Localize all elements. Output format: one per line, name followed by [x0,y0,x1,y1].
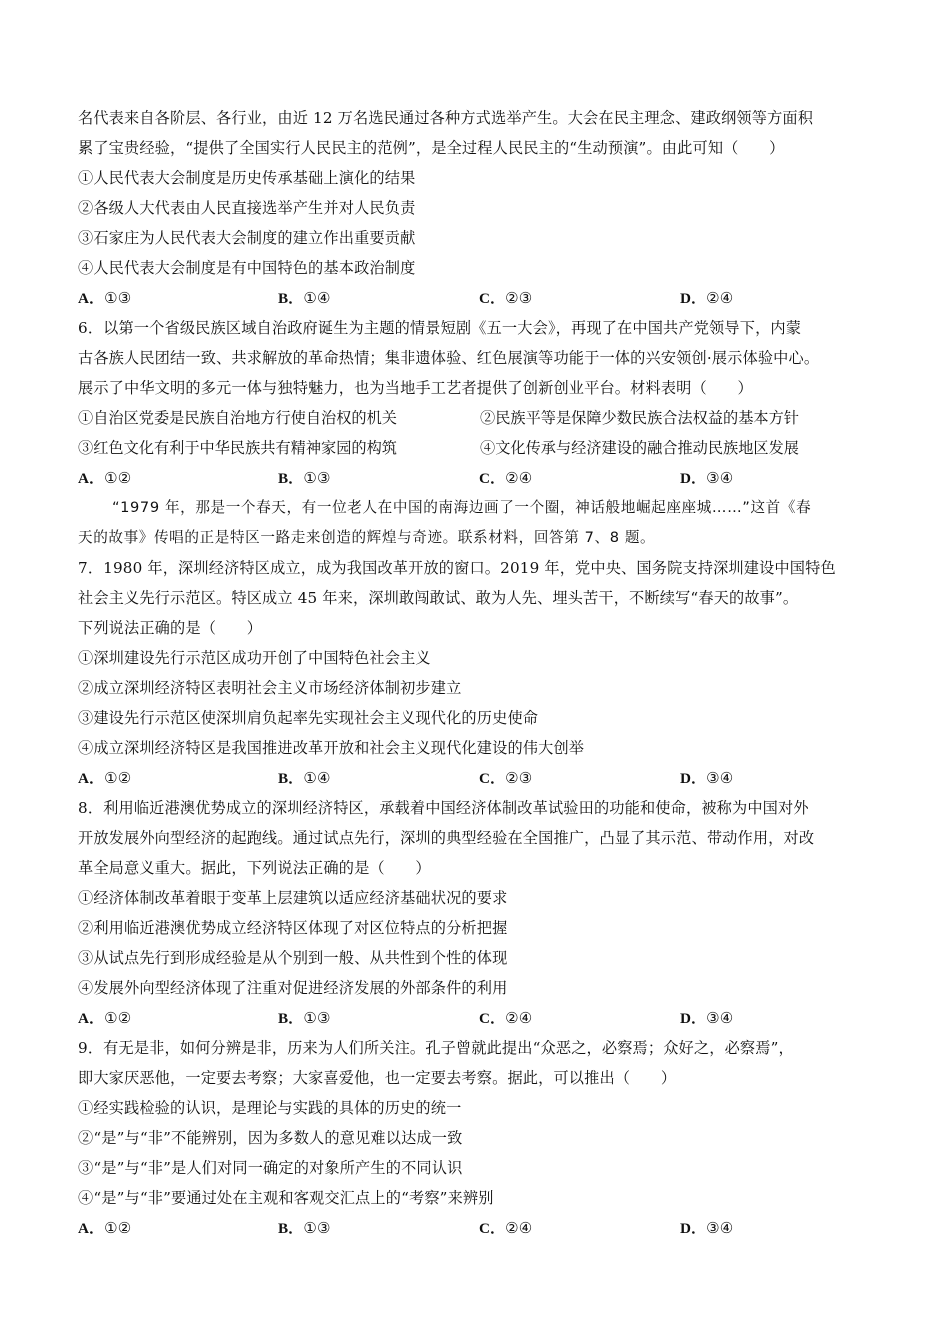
q6-stem-line-3: 展示了中华文明的多元一体与独特魅力，也为当地手工艺者提供了创新创业平台。材料表明（ ） [78,379,753,397]
q5-item-4: ④人民代表大会制度是有中国特色的基本政治制度 [78,259,416,277]
q9-item-3: ③“是”与“非”是人们对同一确定的对象所产生的不同认识 [78,1159,463,1177]
q9-stem-line-2: 即大家厌恶他，一定要去考察；大家喜爱他，也一定要去考察。据此，可以推出（ ） [78,1069,677,1087]
q5-stem-line-2: 累了宝贵经验，“提供了全国实行人民民主的范例”，是全过程人民民主的“生动预演”。由此可知（ ） [78,139,785,157]
q9-option-a[interactable]: A．①② [78,1219,132,1237]
q9-item-2: ②“是”与“非”不能辨别，因为多数人的意见难以达成一致 [78,1129,463,1147]
q5-item-1: ①人民代表大会制度是历史传承基础上演化的结果 [78,169,416,187]
q6-option-c[interactable]: C．②④ [479,469,533,487]
q7-options [78,768,878,788]
q5-option-c[interactable]: C．②③ [479,289,533,307]
q5-option-d[interactable]: D．②④ [680,289,734,307]
q9-item-4: ④“是”与“非”要通过处在主观和客观交汇点上的“考察”来辨别 [78,1189,494,1207]
q8-option-a[interactable]: A．①② [78,1009,132,1027]
q8-stem-line-1: 8．利用临近港澳优势成立的深圳经济特区，承载着中国经济体制改革试验田的功能和使命，被称为中国对外 [78,799,809,817]
q5-options [78,288,878,308]
q9-options [78,1218,878,1238]
q6-stem-line-1: 6．以第一个省级民族区域自治政府诞生为主题的情景短剧《五一大会》，再现了在中国共产党领导下，内蒙 [78,319,802,337]
q9-option-c[interactable]: C．②④ [479,1219,533,1237]
q7-option-b[interactable]: B．①④ [278,769,331,787]
q6-item-1: ①自治区党委是民族自治地方行使自治权的机关 [78,409,397,427]
q6-option-d[interactable]: D．③④ [680,469,734,487]
q8-option-d[interactable]: D．③④ [680,1009,734,1027]
q9-option-d[interactable]: D．③④ [680,1219,734,1237]
q7-option-d[interactable]: D．③④ [680,769,734,787]
q6-stem-line-2: 古各族人民团结一致、共求解放的革命热情；集非遗体验、红色展演等功能于一体的兴安领创·展示体验中心。 [78,349,820,367]
q7-option-a[interactable]: A．①② [78,769,132,787]
q6-item-2: ②民族平等是保障少数民族合法权益的基本方针 [480,409,799,427]
q7-stem-line-1: 7．1980 年，深圳经济特区成立，成为我国改革开放的窗口。2019 年，党中央、国务院支持深圳建设中国特色 [78,559,836,577]
q7-item-4: ④成立深圳经济特区是我国推进改革开放和社会主义现代化建设的伟大创举 [78,739,585,757]
q8-options [78,1008,878,1028]
q7-option-c[interactable]: C．②③ [479,769,533,787]
q8-item-2: ②利用临近港澳优势成立经济特区体现了对区位特点的分析把握 [78,919,508,937]
q8-stem-line-3: 革全局意义重大。据此，下列说法正确的是（ ） [78,859,431,877]
q9-stem-line-1: 9．有无是非，如何分辨是非，历来为人们所关注。孔子曾就此提出“众恶之，必察焉；众好之，必察焉”， [78,1039,794,1057]
q6-item-3: ③红色文化有利于中华民族共有精神家园的构筑 [78,439,397,457]
q8-item-3: ③从试点先行到形成经验是从个别到一般、从共性到个性的体现 [78,949,508,967]
q6-option-b[interactable]: B．①③ [278,469,331,487]
q7-stem-line-2: 社会主义先行示范区。特区成立 45 年来，深圳敢闯敢试、敢为人先、埋头苦干，不断续写“春天的故事”。 [78,589,799,607]
q8-option-b[interactable]: B．①③ [278,1009,331,1027]
q8-option-c[interactable]: C．②④ [479,1009,533,1027]
q5-stem-line-1: 名代表来自各阶层、各行业，由近 12 万名选民通过各种方式选举产生。大会在民主理念、建政纲领等方面积 [78,109,814,127]
q6-options [78,468,878,488]
material-line-1: “1979 年，那是一个春天，有一位老人在中国的南海边画了一个圈，神话般地崛起座座城……”这首《春 [112,499,812,516]
q7-item-3: ③建设先行示范区使深圳肩负起率先实现社会主义现代化的历史使命 [78,709,539,727]
q5-option-a[interactable]: A．①③ [78,289,132,307]
q7-item-1: ①深圳建设先行示范区成功开创了中国特色社会主义 [78,649,431,667]
q9-option-b[interactable]: B．①③ [278,1219,331,1237]
q8-item-4: ④发展外向型经济体现了注重对促进经济发展的外部条件的利用 [78,979,508,997]
q6-item-4: ④文化传承与经济建设的融合推动民族地区发展 [480,439,799,457]
q5-item-2: ②各级人大代表由人民直接选举产生并对人民负责 [78,199,416,217]
q8-item-1: ①经济体制改革着眼于变革上层建筑以适应经济基础状况的要求 [78,889,508,907]
q5-item-3: ③石家庄为人民代表大会制度的建立作出重要贡献 [78,229,416,247]
q6-option-a[interactable]: A．①② [78,469,132,487]
q7-stem-line-3: 下列说法正确的是（ ） [78,619,263,637]
material-line-2: 天的故事》传唱的正是特区一路走来创造的辉煌与奇迹。联系材料，回答第 7、8 题。 [78,529,656,546]
q7-item-2: ②成立深圳经济特区表明社会主义市场经济体制初步建立 [78,679,462,697]
q5-option-b[interactable]: B．①④ [278,289,331,307]
q8-stem-line-2: 开放发展外向型经济的起跑线。通过试点先行，深圳的典型经验在全国推广，凸显了其示范、带动作用，对改 [78,829,815,847]
q9-item-1: ①经实践检验的认识，是理论与实践的具体的历史的统一 [78,1099,462,1117]
